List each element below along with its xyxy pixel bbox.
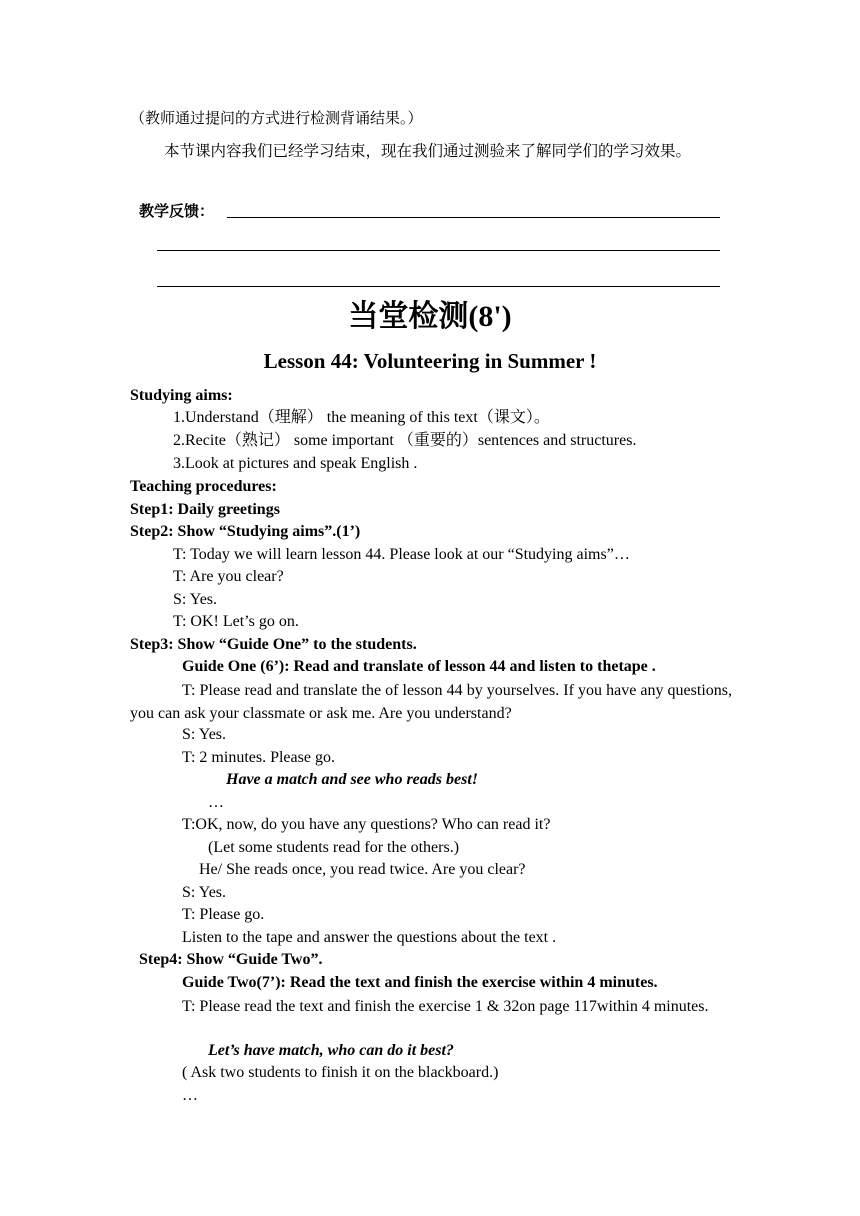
step3-line: S: Yes.	[182, 884, 227, 901]
guide-one-heading: Guide One (6’): Read and translate of lesson 44 and listen to thetape .	[182, 658, 656, 675]
step4-heading: Step4: Show “Guide Two”.	[139, 951, 323, 968]
step2-line: T: Today we will learn lesson 44. Please look at our “Studying aims”…	[173, 546, 630, 563]
step2-line: S: Yes.	[173, 591, 218, 608]
match-instruction: Have a match and see who reads best!	[226, 771, 478, 788]
intro-line: （教师通过提问的方式进行检测背诵结果。）	[130, 109, 423, 127]
step3-paragraph: T: Please read and translate the of lesson 44 by yourselves. If you have any questions, you can ask your classmate or ask me. Are you understand?	[130, 682, 732, 722]
step3-question: T:OK, now, do you have any questions? Who can read it?	[182, 816, 551, 833]
aim-item: 3.Look at pictures and speak English .	[173, 455, 418, 472]
ellipsis: …	[208, 794, 224, 811]
feedback-line-3	[157, 286, 720, 287]
feedback-label: 教学反馈：	[139, 202, 215, 220]
match-instruction: Let’s have match, who can do it best?	[208, 1042, 454, 1059]
step2-line: T: Are you clear?	[173, 568, 284, 585]
step3-instruction: He/ She reads once, you read twice. Are you clear?	[199, 861, 526, 878]
feedback-line-1	[227, 217, 720, 218]
aim-item: 1.Understand（理解） the meaning of this text（课文）。	[173, 409, 550, 426]
step3-line: T: 2 minutes. Please go.	[182, 749, 335, 766]
aim-item: 2.Recite（熟记） some important （重要的）sentences and structures.	[173, 432, 637, 449]
lesson-title: Lesson 44: Volunteering in Summer !	[263, 349, 597, 373]
step3-line: T: Please go.	[182, 906, 265, 923]
step2-heading: Step2: Show “Studying aims”.(1’)	[130, 523, 361, 540]
step3-line: Listen to the tape and answer the questions about the text .	[182, 929, 557, 946]
step2-line: T: OK! Let’s go on.	[173, 613, 299, 630]
feedback-line-2	[157, 250, 720, 251]
procedures-heading: Teaching procedures:	[130, 478, 277, 495]
step3-heading: Step3: Show “Guide One” to the students.	[130, 636, 417, 653]
intro-paragraph: 本节课内容我们已经学习结束，现在我们通过测验来了解同学们的学习效果。	[164, 142, 692, 160]
step3-line: S: Yes.	[182, 726, 227, 743]
ellipsis: …	[182, 1087, 198, 1104]
step4-paragraph: T: Please read the text and finish the exercise 1 & 32on page 117within 4 minutes.	[182, 998, 709, 1015]
step3-note: (Let some students read for the others.)	[208, 839, 460, 856]
aims-heading: Studying aims:	[130, 387, 233, 404]
guide-two-heading: Guide Two(7’): Read the text and finish the exercise within 4 minutes.	[182, 974, 658, 991]
section-title: 当堂检测(8')	[348, 300, 512, 333]
step4-note: ( Ask two students to finish it on the blackboard.)	[182, 1064, 499, 1081]
step1-heading: Step1: Daily greetings	[130, 501, 280, 518]
